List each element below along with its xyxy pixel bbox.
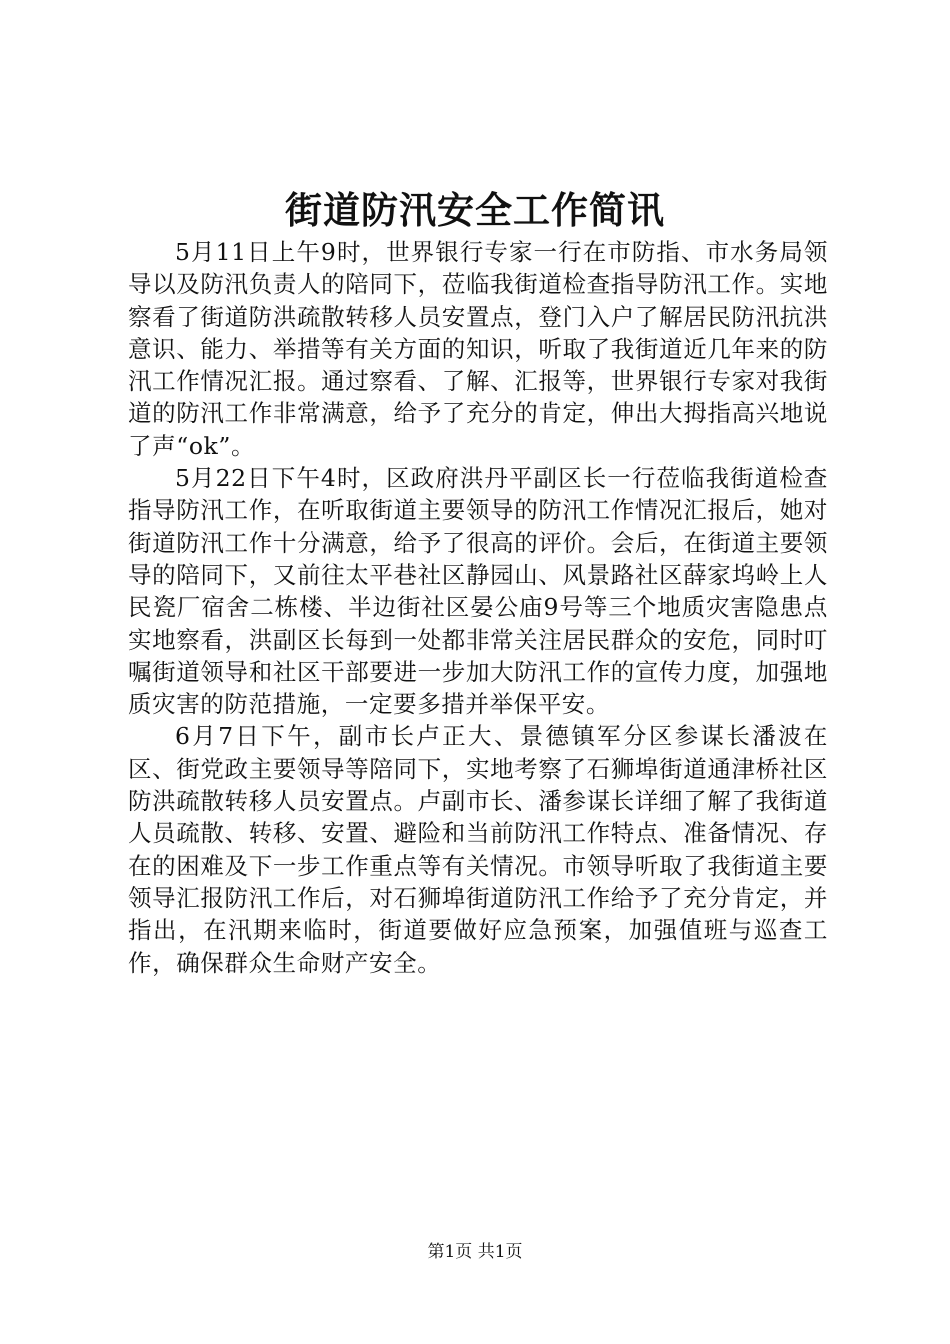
document-title: 街道防汛安全工作简讯 xyxy=(285,188,665,232)
document-body xyxy=(128,236,828,979)
paragraph-1: 5月11日上午9时，世界银行专家一行在市防指、市水务局领导以及防汛负责人的陪同下，莅临我街道检查指导防汛工作。实地察看了街道防洪疏散转移人员安置点，登门入户了解居民防汛抗洪意识、能力、举措等有关方面的知识，听取了我街道近几年来的防汛工作情况汇报。通过察看、了解、汇报等，世界银行专家对我街道的防汛工作非常满意，给予了充分的肯定，伸出大拇指高兴地说了声“ok”。 xyxy=(128,238,828,460)
page-footer: 第1页 共1页 xyxy=(427,1242,523,1262)
paragraph-2: 5月22日下午4时，区政府洪丹平副区长一行莅临我街道检查指导防汛工作，在听取街道主要领导的防汛工作情况汇报后，她对街道防汛工作十分满意，给予了很高的评价。会后，在街道主要领导的陪同下，又前往太平巷社区静园山、风景路社区薛家坞岭上人民瓷厂宿舍二栋楼、半边街社区晏公庙9号等三个地质灾害隐患点实地察看，洪副区长每到一处都非常关注居民群众的安危，同时叮嘱街道领导和社区干部要进一步加大防汛工作的宣传力度，加强地质灾害的防范措施，一定要多措并举保平安。 xyxy=(128,464,828,719)
paragraph-3: 6月7日下午，副市长卢正大、景德镇军分区参谋长潘波在区、街党政主要领导等陪同下，实地考察了石狮埠街道通津桥社区防洪疏散转移人员安置点。卢副市长、潘参谋长详细了解了我街道人员疏散、转移、安置、避险和当前防汛工作特点、准备情况、存在的困难及下一步工作重点等有关情况。市领导听取了我街道主要领导汇报防汛工作后，对石狮埠街道防汛工作给予了充分肯定，并指出，在汛期来临时，街道要做好应急预案，加强值班与巡查工作，确保群众生命财产安全。 xyxy=(128,722,828,977)
